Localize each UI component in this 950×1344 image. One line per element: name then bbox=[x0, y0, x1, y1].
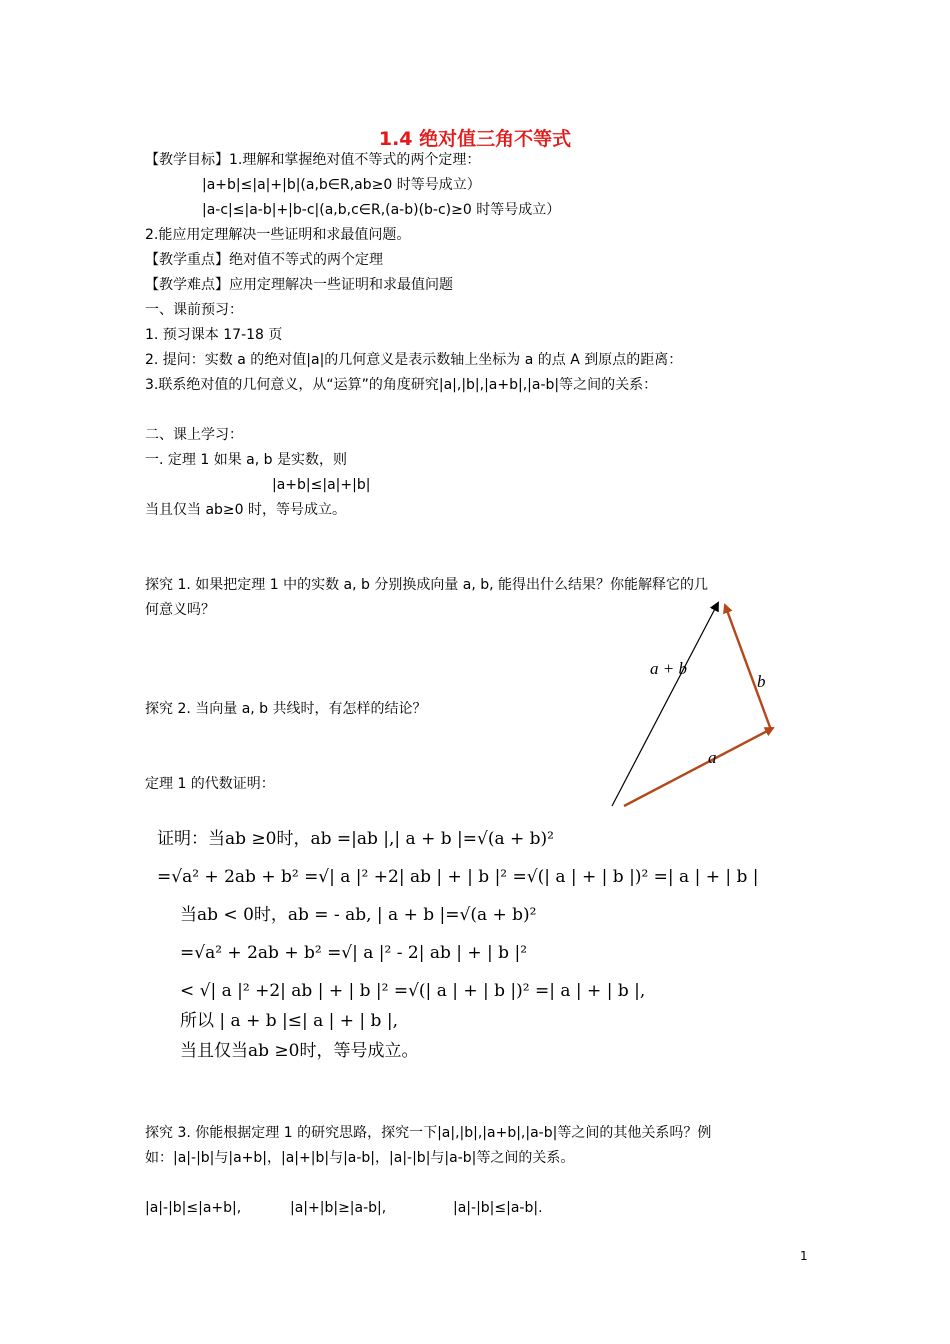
explore-3-line-1: 探究 3. 你能根据定理 1 的研究思路，探究一下|a|,|b|,|a+b|,|a-b|等之间的其他关系吗？例 bbox=[145, 1125, 712, 1141]
label-b: b bbox=[757, 672, 766, 691]
objectives-line-1: 【教学目标】1.理解和掌握绝对值不等式的两个定理： bbox=[145, 152, 481, 168]
proof-line-1: 证明：当ab ≥0时，ab =|ab |,| a + b |=√(a + b)² bbox=[157, 829, 554, 849]
page-title: 1.4 绝对值三角不等式 bbox=[378, 128, 572, 150]
proof-line-7: 当且仅当ab ≥0时，等号成立。 bbox=[180, 1041, 419, 1061]
explore-3-result-3: |a|-|b|≤|a-b|. bbox=[453, 1200, 543, 1216]
proof-line-6: 所以 | a + b |≤| a | + | b |, bbox=[180, 1011, 398, 1031]
vector-b-arrow bbox=[725, 605, 771, 730]
key-points: 【教学重点】绝对值不等式的两个定理 bbox=[145, 252, 383, 268]
proof-line-4: =√a² + 2ab + b² =√| a |² - 2| ab | + | b |² bbox=[180, 943, 528, 963]
explore-3-result-1: |a|-|b|≤|a+b|, bbox=[145, 1200, 242, 1216]
label-a-plus-b: a + b bbox=[650, 659, 687, 678]
proof-label: 定理 1 的代数证明： bbox=[145, 776, 275, 792]
theorem-1-condition: 当且仅当 ab≥0 时，等号成立。 bbox=[145, 502, 347, 518]
explore-3-line-2: 如：|a|-|b|与|a+b|，|a|+|b|与|a-b|，|a|-|b|与|a-b|等之间的关系。 bbox=[145, 1150, 575, 1166]
lesson-heading: 二、课上学习： bbox=[145, 427, 243, 443]
explore-1-line-1: 探究 1. 如果把定理 1 中的实数 a, b 分别换成向量 a, b, 能得出什么结果？你能解释它的几 bbox=[145, 577, 709, 593]
vector-sum-arrow bbox=[612, 603, 718, 806]
preview-item-3: 3.联系绝对值的几何意义，从“运算”的角度研究|a|,|b|,|a+b|,|a-b|等之间的关系： bbox=[145, 377, 658, 393]
proof-line-2: =√a² + 2ab + b² =√| a |² +2| ab | + | b |² =√(| a | + | b |)² =| a | + | b | bbox=[157, 867, 759, 887]
explore-1-line-2: 何意义吗？ bbox=[145, 602, 215, 618]
proof-line-3: 当ab < 0时，ab = - ab, | a + b |=√(a + b)² bbox=[180, 905, 537, 925]
theorem-1-statement: 一. 定理 1 如果 a, b 是实数，则 bbox=[145, 452, 347, 468]
preview-item-1: 1. 预习课本 17-18 页 bbox=[145, 327, 283, 343]
page-number: 1 bbox=[800, 1249, 808, 1263]
explore-2: 探究 2. 当向量 a, b 共线时，有怎样的结论？ bbox=[145, 701, 427, 717]
preview-heading: 一、课前预习： bbox=[145, 302, 243, 318]
difficulty-points: 【教学难点】应用定理解决一些证明和求最值问题 bbox=[145, 277, 453, 293]
objectives-theorem-1: |a+b|≤|a|+|b|(a,b∈R,ab≥0 时等号成立） bbox=[202, 177, 481, 193]
objectives-theorem-2: |a-c|≤|a-b|+|b-c|(a,b,c∈R,(a-b)(b-c)≥0 时等号成立） bbox=[202, 202, 561, 218]
proof-line-5: < √| a |² +2| ab | + | b |² =√(| a | + | b |)² =| a | + | b |, bbox=[180, 981, 646, 1001]
preview-item-2: 2. 提问：实数 a 的绝对值|a|的几何意义是表示数轴上坐标为 a 的点 A 到原点的距离： bbox=[145, 352, 683, 368]
label-a: a bbox=[708, 748, 717, 767]
theorem-1-formula: |a+b|≤|a|+|b| bbox=[272, 477, 371, 493]
objectives-line-2: 2.能应用定理解决一些证明和求最值问题。 bbox=[145, 227, 411, 243]
explore-3-result-2: |a|+|b|≥|a-b|, bbox=[290, 1200, 387, 1216]
